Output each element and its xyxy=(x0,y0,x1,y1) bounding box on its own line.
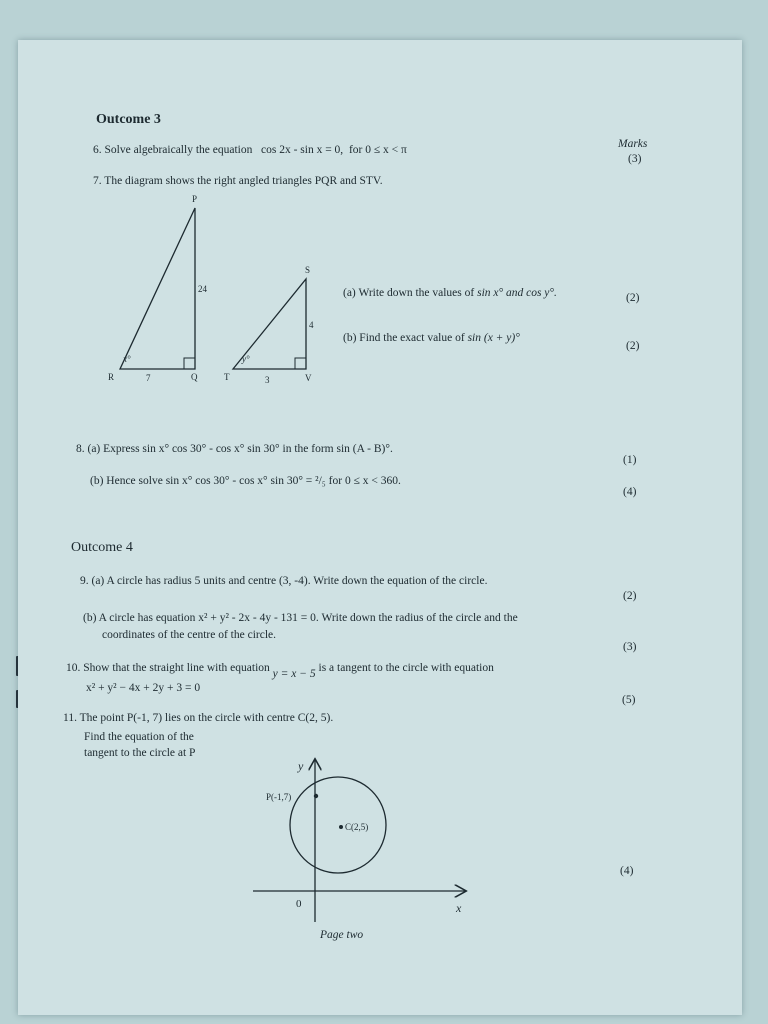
side-rq-length: 7 xyxy=(146,373,151,383)
question-11-line1 xyxy=(63,712,333,725)
question-7b xyxy=(343,332,520,345)
q8a-text: Express sin x° cos 30° - cos x° sin 30° in the form sin (A - B)°. xyxy=(103,443,393,455)
q10-line-eq: y = x − 5 xyxy=(272,668,316,680)
q10-text: Show that the straight line with equation xyxy=(83,662,270,674)
q9a-text: A circle has radius 5 units and centre (3, -4). Write down the equation of the circle. xyxy=(106,575,488,587)
q8b-text: Hence solve sin x° cos 30° - cos x° sin 30° = ²/₅ for 0 ≤ x < 360. xyxy=(106,475,401,487)
side-sv-length: 4 xyxy=(309,320,314,330)
right-angle-v xyxy=(295,358,306,369)
q11-line2: Find the equation of the xyxy=(84,731,194,743)
origin-label: 0 xyxy=(296,898,302,910)
label-p: P xyxy=(192,194,198,204)
q9b-marks: (3) xyxy=(623,641,637,653)
marks-column-label: Marks xyxy=(618,138,648,150)
q9b-line2: coordinates of the centre of the circle. xyxy=(102,629,277,641)
q7b-text: Find the exact value of xyxy=(359,332,465,344)
side-tv-length: 3 xyxy=(265,375,270,385)
question-7 xyxy=(93,175,383,188)
angle-y: y° xyxy=(242,354,250,364)
q10-number: 10. xyxy=(66,662,81,674)
side-pq-length: 24 xyxy=(198,284,207,294)
q9a-marks: (2) xyxy=(623,590,637,602)
question-6 xyxy=(93,144,407,157)
q11-text: The point P(-1, 7) lies on the circle with centre C(2, 5). xyxy=(79,712,334,724)
q6-domain: for 0 ≤ x < π xyxy=(348,144,407,156)
outcome-3-heading: Outcome 3 xyxy=(96,112,161,127)
q8b-marks: (4) xyxy=(623,486,637,498)
q10-text-b: is a tangent to the circle with equation xyxy=(318,662,494,674)
q11-line3: tangent to the circle at P xyxy=(84,747,196,759)
question-7a xyxy=(343,287,557,300)
q8a-marks: (1) xyxy=(623,454,637,466)
label-s: S xyxy=(305,265,311,275)
q9b-line1: A circle has equation x² + y² - 2x - 4y - 131 = 0. Write down the radius of the circle and the xyxy=(98,612,518,624)
label-t: T xyxy=(224,372,230,382)
q10-circle-eq: x² + y² − 4x + 2y + 3 = 0 xyxy=(86,682,201,694)
point-c-dot xyxy=(339,825,343,829)
q11-marks: (4) xyxy=(620,865,634,877)
question-8a xyxy=(76,443,393,456)
page-footer: Page two xyxy=(320,929,364,941)
question-9a xyxy=(80,575,487,588)
angle-x: x° xyxy=(123,354,131,364)
question-10-line1 xyxy=(66,662,494,680)
q11-number: 11. xyxy=(63,712,77,724)
q7b-label: (b) xyxy=(343,332,357,344)
question-9b xyxy=(83,612,518,625)
q6-text: Solve algebraically the equation xyxy=(104,144,253,156)
circle xyxy=(290,777,386,873)
q6-number: 6. xyxy=(93,144,102,156)
q7-text: The diagram shows the right angled triangles PQR and STV. xyxy=(104,175,383,187)
q9b-label: (b) xyxy=(83,612,97,624)
triangle-pqr xyxy=(120,208,195,369)
q8-number: 8. xyxy=(76,443,85,455)
q8a-label: (a) xyxy=(87,443,101,455)
point-p-label: P(-1,7) xyxy=(266,792,292,802)
q7a-expr: sin x° and cos y°. xyxy=(477,287,557,299)
q7-number: 7. xyxy=(93,175,102,187)
point-c-label: C(2,5) xyxy=(345,822,369,832)
circle-graph xyxy=(238,752,478,927)
x-axis-label: x xyxy=(456,901,462,915)
q7a-marks: (2) xyxy=(626,292,640,304)
label-q: Q xyxy=(191,372,198,382)
q6-marks: (3) xyxy=(628,153,642,165)
label-r: R xyxy=(108,372,115,382)
q7a-text: Write down the values of xyxy=(358,287,475,299)
q9a-label: (a) xyxy=(91,575,105,587)
y-axis-label: y xyxy=(298,759,304,773)
label-v: V xyxy=(305,373,312,383)
q9-number: 9. xyxy=(80,575,89,587)
q7a-label: (a) xyxy=(343,287,356,299)
q7b-expr: sin (x + y)° xyxy=(467,332,520,344)
question-8b xyxy=(90,475,401,488)
triangles-diagram xyxy=(98,190,328,390)
q10-marks: (5) xyxy=(622,694,636,706)
q7b-marks: (2) xyxy=(626,340,640,352)
point-p-dot xyxy=(314,794,318,798)
outcome-4-heading: Outcome 4 xyxy=(71,540,133,555)
q8b-label: (b) xyxy=(90,475,104,487)
exam-page xyxy=(18,40,742,1015)
q6-equation: cos 2x - sin x = 0, xyxy=(260,144,344,156)
right-angle-q xyxy=(184,358,195,369)
